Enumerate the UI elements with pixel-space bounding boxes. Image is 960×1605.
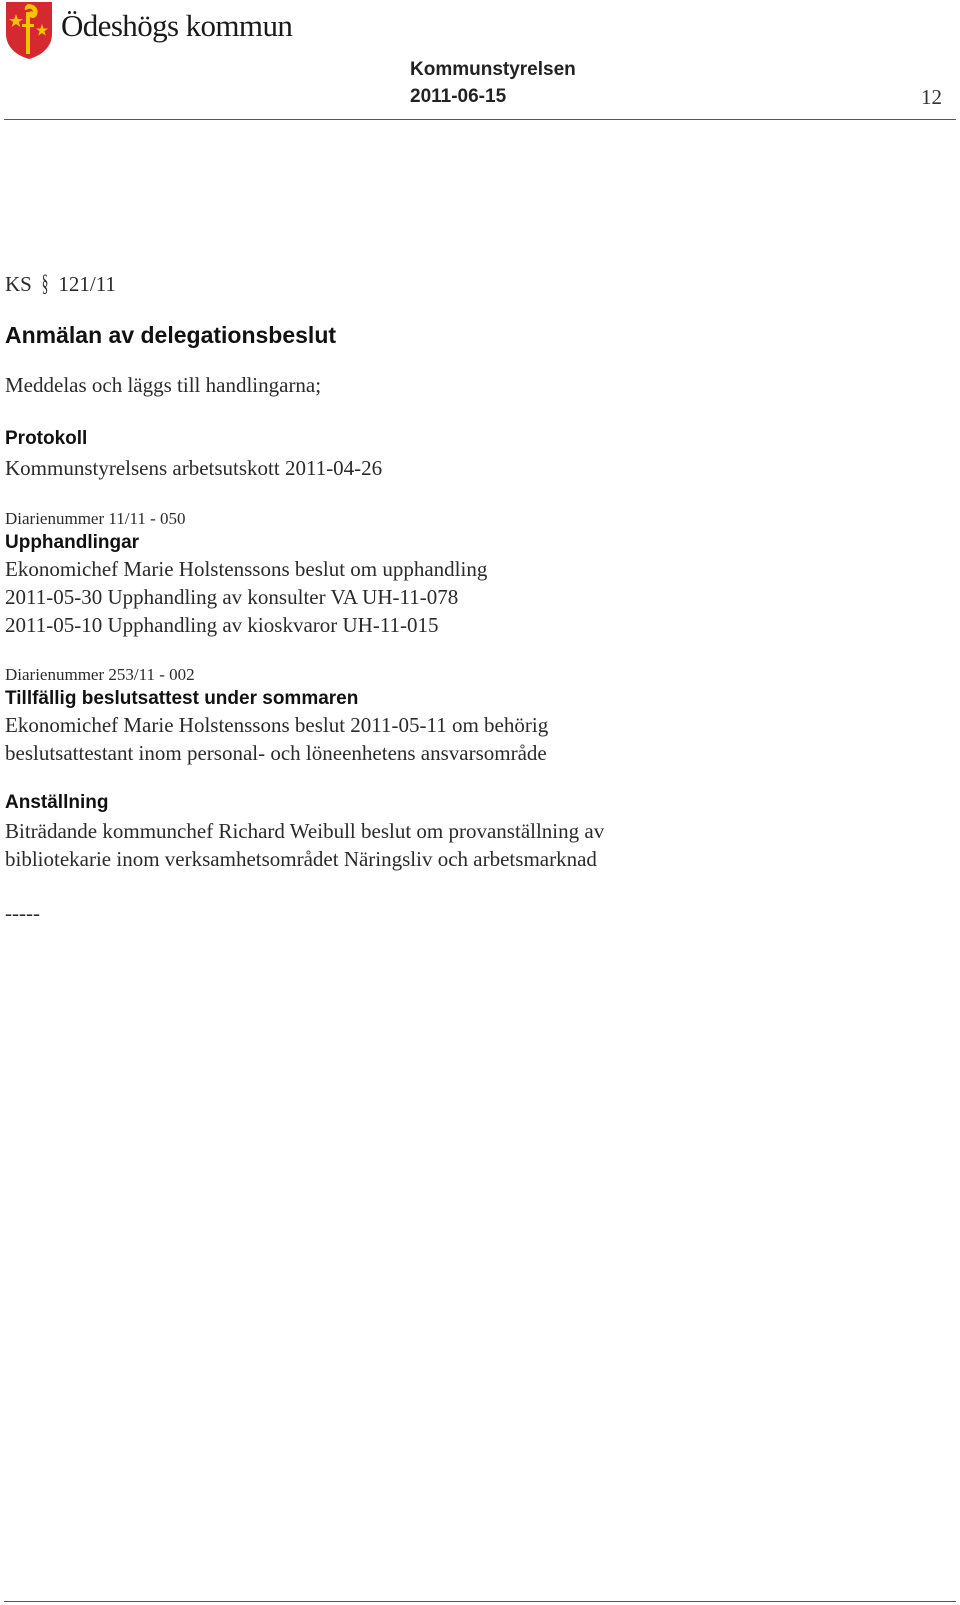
beslutsattest-line: Ekonomichef Marie Holstenssons beslut 2011-05-11 om behörig (5, 713, 549, 737)
beslutsattest-line: beslutsattestant inom personal- och löneenhetens ansvarsområde (5, 741, 547, 765)
decision-text: Meddelas och läggs till handlingarna; (5, 373, 322, 397)
section-number: 121/11 (58, 272, 116, 296)
header-divider (4, 119, 956, 120)
anstallning-line: bibliotekarie inom verksamhetsområdet Näringsliv och arbetsmarknad (5, 847, 597, 871)
beslutsattest-heading: Tillfällig beslutsattest under sommaren (5, 688, 359, 709)
beslutsattest-diarienummer: Diarienummer 253/11 - 002 (5, 665, 195, 684)
paragraph-symbol: § (41, 271, 49, 297)
upphandlingar-line: 2011-05-30 Upphandling av konsulter VA UH-11-078 (5, 585, 459, 609)
protokoll-heading: Protokoll (5, 428, 88, 449)
end-marker: ----- (5, 901, 40, 925)
upphandlingar-diarienummer: Diarienummer 11/11 - 050 (5, 509, 186, 528)
municipality-coat-of-arms (4, 0, 54, 60)
section-reference (5, 270, 945, 298)
section-prefix: KS (5, 272, 32, 296)
committee-name: Kommunstyrelsen (410, 59, 576, 80)
footer-divider (4, 1601, 956, 1602)
upphandlingar-line: Ekonomichef Marie Holstenssons beslut om upphandling (5, 557, 488, 581)
document-body (5, 270, 945, 927)
page-number: 12 (921, 85, 942, 109)
municipality-name: Ödeshögs kommun (61, 8, 293, 43)
protokoll-text: Kommunstyrelsens arbetsutskott 2011-04-26 (5, 456, 383, 480)
section-title: Anmälan av delegationsbeslut (5, 322, 337, 348)
upphandlingar-heading: Upphandlingar (5, 532, 140, 553)
anstallning-line: Biträdande kommunchef Richard Weibull beslut om provanställning av (5, 819, 605, 843)
meeting-date: 2011-06-15 (410, 86, 507, 107)
anstallning-heading: Anställning (5, 792, 109, 813)
upphandlingar-line: 2011-05-10 Upphandling av kioskvaror UH-11-015 (5, 613, 439, 637)
